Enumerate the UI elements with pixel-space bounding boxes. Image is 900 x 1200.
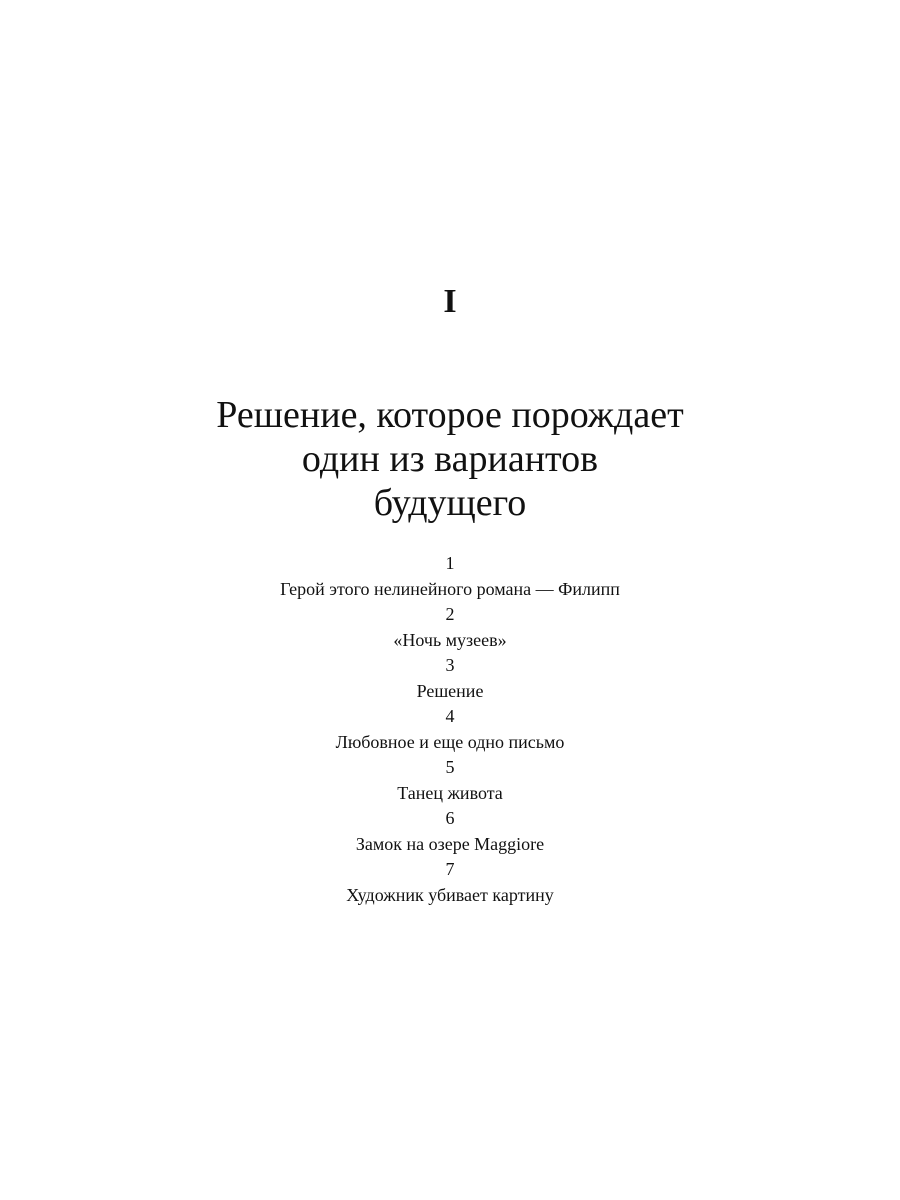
chapter-number: 7 bbox=[445, 859, 455, 879]
chapter-list bbox=[150, 551, 750, 908]
chapter-entry bbox=[150, 806, 750, 857]
chapter-number: 4 bbox=[445, 706, 455, 726]
chapter-entry bbox=[150, 551, 750, 602]
chapter-number: 3 bbox=[445, 655, 455, 675]
chapter-entry bbox=[150, 653, 750, 704]
chapter-title: Художник убивает картину bbox=[346, 884, 554, 905]
chapter-title: «Ночь музеев» bbox=[393, 629, 507, 650]
chapter-title: Любовное и еще одно письмо bbox=[335, 731, 565, 752]
chapter-number: 1 bbox=[445, 553, 455, 573]
chapter-entry bbox=[150, 602, 750, 653]
chapter-title: Замок на озере Maggiore bbox=[355, 833, 545, 854]
chapter-number: 5 bbox=[445, 757, 455, 777]
chapter-title: Решение bbox=[416, 680, 484, 701]
chapter-title: Танец живота bbox=[397, 782, 503, 803]
chapter-number: 6 bbox=[445, 808, 455, 828]
chapter-number: 2 bbox=[445, 604, 455, 624]
part-number: I bbox=[443, 283, 457, 320]
chapter-entry bbox=[150, 857, 750, 908]
part-title bbox=[150, 393, 750, 525]
part-title-line: будущего bbox=[373, 482, 527, 524]
part-title-line: один из вариантов bbox=[301, 438, 599, 480]
part-title-line: Решение, которое порождает bbox=[216, 394, 684, 436]
chapter-entry bbox=[150, 755, 750, 806]
chapter-title: Герой этого нелинейного романа — Филипп bbox=[280, 578, 620, 599]
chapter-entry bbox=[150, 704, 750, 755]
